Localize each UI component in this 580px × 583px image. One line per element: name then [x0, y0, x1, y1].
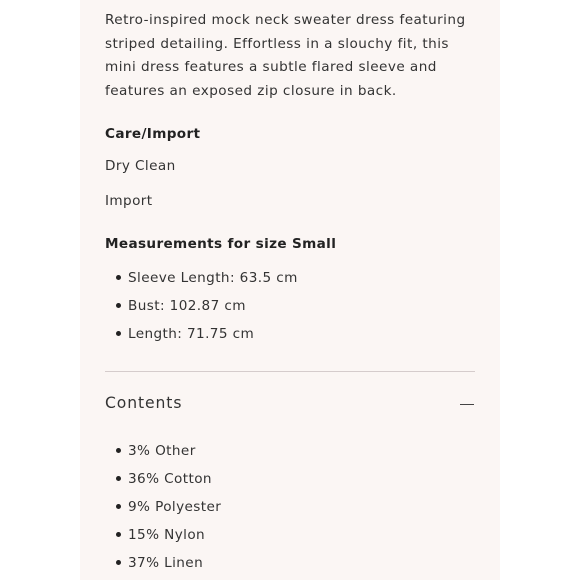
measurement-length: Length: 71.75 cm — [128, 326, 255, 342]
contents-accordion-header[interactable] — [105, 394, 475, 416]
bullet-icon — [116, 476, 121, 481]
bullet-icon — [116, 331, 121, 336]
contents-item-nylon: 15% Nylon — [128, 527, 206, 543]
product-description: Retro-inspired mock neck sweater dress featuring striped detailing. Effortless in a slouchy fit, this mini dress features a subtle flared sleeve and features an exposed zip closure in back. — [105, 12, 466, 100]
contents-title: Contents — [105, 394, 183, 412]
product-details-panel — [80, 0, 500, 580]
bullet-icon — [116, 504, 121, 509]
list-item — [105, 326, 298, 354]
list-item — [105, 298, 298, 326]
list-item — [105, 443, 221, 471]
contents-list — [105, 443, 221, 583]
measurements-list — [105, 270, 298, 354]
product-details-content — [105, 0, 475, 571]
care-import-heading: Care/Import — [105, 126, 201, 142]
list-item — [105, 555, 221, 583]
contents-item-other: 3% Other — [128, 443, 196, 459]
bullet-icon — [116, 303, 121, 308]
bullet-icon — [116, 448, 121, 453]
measurements-heading: Measurements for size Small — [105, 236, 337, 252]
list-item — [105, 270, 298, 298]
contents-item-linen: 37% Linen — [128, 555, 204, 571]
section-divider — [105, 371, 475, 372]
contents-item-cotton: 36% Cotton — [128, 471, 212, 487]
minus-icon — [460, 404, 474, 405]
collapse-button[interactable] — [459, 396, 475, 412]
bullet-icon — [116, 532, 121, 537]
list-item — [105, 499, 221, 527]
contents-item-polyester: 9% Polyester — [128, 499, 222, 515]
measurement-bust: Bust: 102.87 cm — [128, 298, 246, 314]
measurement-sleeve-length: Sleeve Length: 63.5 cm — [128, 270, 298, 286]
care-line-dry-clean: Dry Clean — [105, 158, 176, 174]
bullet-icon — [116, 560, 121, 565]
bullet-icon — [116, 275, 121, 280]
list-item — [105, 527, 221, 555]
list-item — [105, 471, 221, 499]
care-line-import: Import — [105, 193, 153, 209]
